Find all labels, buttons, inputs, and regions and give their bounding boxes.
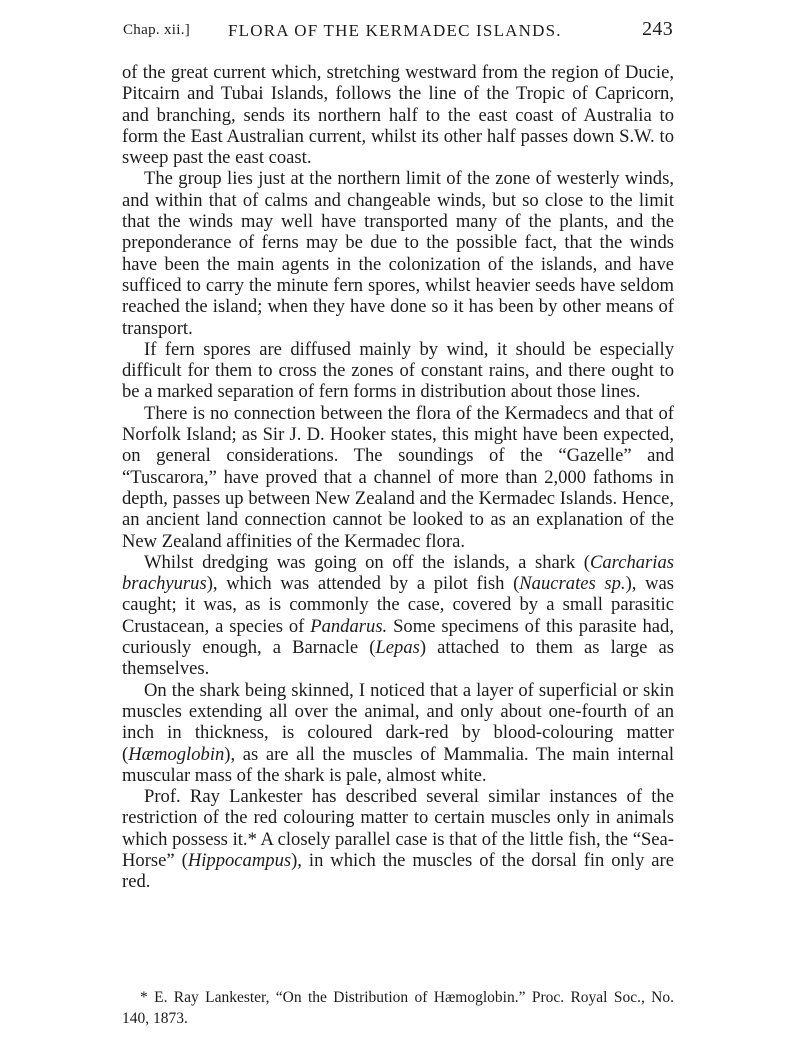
page-number: 243: [642, 18, 673, 40]
text-run: There is no connection between the flora of the Kermadecs and that of Norfolk Island; as Sir J. D. Hooker states, this might have been expected, on general considerations. The soundings of the “Gazelle” and “Tuscarora,” have proved that a channel of more than 2,000 fathoms in depth, passes up between New Zealand and the Kermadec Islands. Hence, an ancient land connection cannot be looked to as an explanation of the New Zealand affinities of the Kermadec flora.: [122, 402, 674, 552]
body-paragraph: [122, 403, 674, 552]
text-run: of the great current which, stretching westward from the region of Ducie, Pitcairn and Tubai Islands, follows the line of the Tropic of Capricorn, and branching, sends its northern half to the east coast of Australia to form the East Australian current, whilst its other half passes down S.W. to sweep past the east coast.: [122, 62, 674, 169]
body-paragraph: [122, 62, 674, 168]
body-paragraph: [122, 339, 674, 403]
text-run: Whilst dredging was going on off the islands, a shark (: [144, 551, 590, 573]
italic-term: Naucrates sp.: [519, 573, 626, 595]
running-title: FLORA OF THE KERMADEC ISLANDS.: [228, 21, 562, 40]
text-run: ), as are all the muscles of Mammalia. The main internal muscular mass of the shark is pale, almost white.: [122, 743, 674, 786]
body-paragraph: [122, 680, 674, 786]
text-run: The group lies just at the northern limit of the zone of westerly winds, and within that of calms and changeable winds, but so close to the limit that the winds may well have transported many of the plants, and the preponderance of ferns may be due to the possible fact, that the winds have been the main agents in the colonization of the islands, and have sufficed to carry the minute fern spores, whilst heavier seeds have seldom reached the island; when they have done so it has been by other means of transport.: [122, 168, 674, 339]
running-header: [123, 18, 673, 48]
body-paragraph: [122, 786, 674, 892]
text-run: If fern spores are diffused mainly by wind, it should be especially difficult for them to cross the zones of constant rains, and there ought to be a marked separation of fern forms in distribution about those lines.: [122, 338, 674, 403]
body-paragraph: [122, 552, 674, 680]
text-run: Prof. Ray Lankester has described several similar instances of the restriction of the red colouring matter to certain muscles only in animals which possess it.* A closely parallel case is that of the little fish, the “Sea-Horse” (: [122, 786, 674, 871]
body-paragraph: [122, 168, 674, 338]
footnote: [122, 987, 674, 1029]
italic-term: Pandarus.: [310, 615, 388, 637]
text-run: On the shark being skinned, I noticed that a layer of superficial or skin muscles extending all over the animal, and only about one-fourth of an inch in thickness, is coloured dark-red by blood-colouring matter (: [122, 679, 674, 765]
text-run: Some specimens of this parasite had, curiously enough, a Barnacle (: [122, 615, 674, 659]
text-run: ), was caught; it was, as is commonly the case, covered by a small parasitic Crustacean, a species of: [122, 573, 675, 637]
italic-term: Hæmoglobin: [128, 743, 225, 765]
italic-term: Lepas: [375, 637, 420, 659]
text-run: ), which was attended by a pilot fish (: [206, 573, 520, 595]
italic-term: Carcharias brachyurus: [122, 551, 674, 595]
body-text: [122, 62, 674, 893]
italic-term: Hippocampus: [187, 849, 292, 871]
chapter-label: Chap. xii.]: [123, 22, 191, 38]
footnote-text: * E. Ray Lankester, “On the Distribution of Hæmoglobin.” Proc. Royal Soc., No. 140, 1873.: [122, 989, 674, 1027]
text-run: ) attached to them as large as themselves.: [122, 637, 674, 680]
text-run: ), in which the muscles of the dorsal fin only are red.: [122, 849, 675, 893]
